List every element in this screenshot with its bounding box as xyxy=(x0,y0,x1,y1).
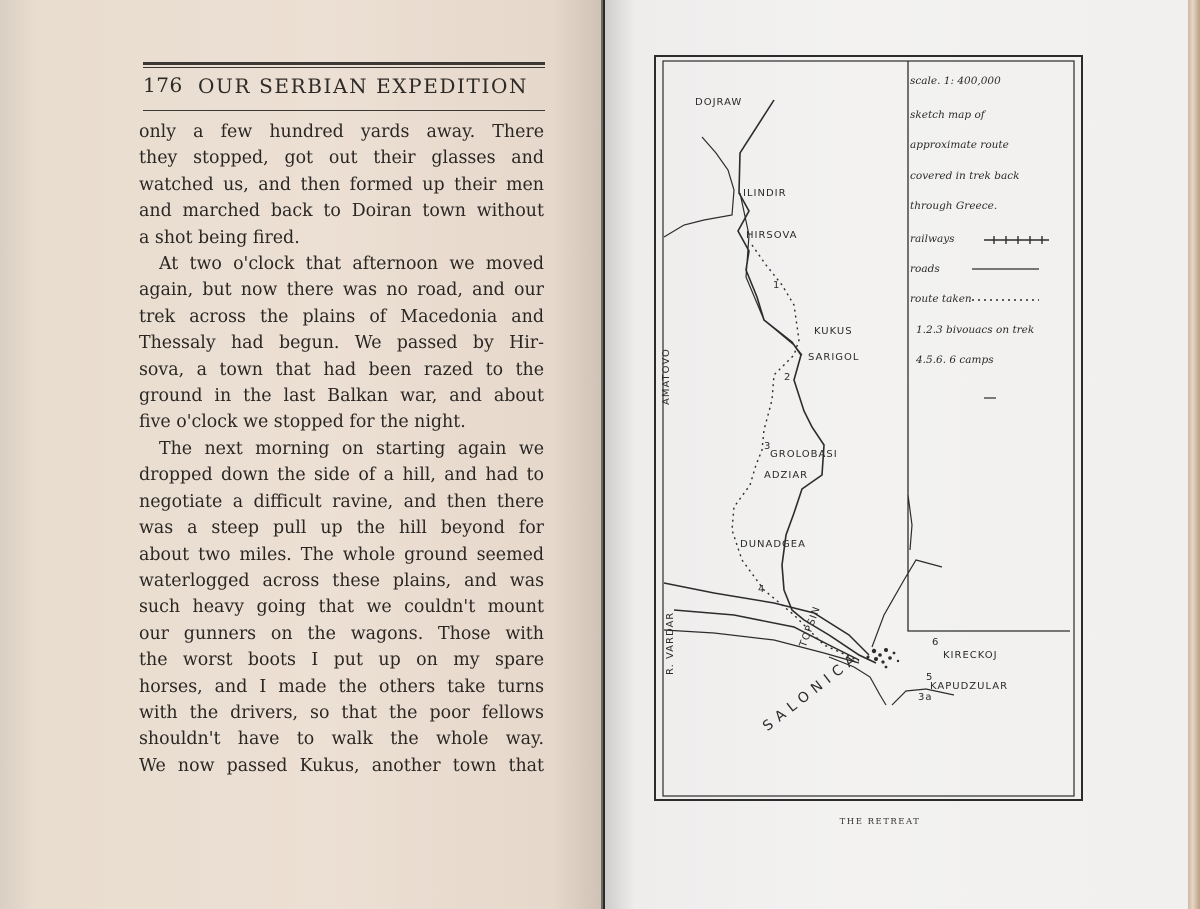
salonica-town xyxy=(867,648,900,668)
sketch-map xyxy=(654,55,1083,801)
camp-mark: 3 xyxy=(764,441,772,452)
camp-mark: 2 xyxy=(784,372,792,383)
map-label-dunadgea: DUNADGEA xyxy=(740,539,806,550)
running-head: OUR SERBIAN EXPEDITION xyxy=(198,74,529,98)
text-line: ground in the last Balkan war, and about xyxy=(139,386,544,407)
text-line: trek across the plains of Macedonia and xyxy=(139,306,544,327)
map-label-grolobasi: GROLOBASI xyxy=(770,449,838,460)
text-line: a shot being fired. xyxy=(139,227,300,248)
map-border-outer xyxy=(655,56,1082,800)
text-line: The next morning on starting again we xyxy=(159,438,544,459)
camp-mark: 4 xyxy=(758,584,766,595)
camp-mark: 6 xyxy=(932,637,940,648)
text-line: negotiate a difficult ravine, and then there xyxy=(139,491,544,512)
legend-railway-sample xyxy=(984,236,1049,244)
legend-route: route taken xyxy=(910,293,972,305)
camp-mark: 5 xyxy=(926,672,934,683)
map-label-kapudzular: KAPUDZULAR xyxy=(930,681,1009,692)
text-line: our gunners on the wagons. Those with xyxy=(139,623,544,644)
map-label-topsin: TOPSIN xyxy=(798,604,823,649)
legend-title-line: sketch map of xyxy=(910,109,985,121)
map-label-hirsova: HIRSOVA xyxy=(746,230,798,241)
map-caption: THE RETREAT xyxy=(839,817,921,827)
road-line xyxy=(872,560,942,647)
railway-line xyxy=(674,610,859,660)
text-line: again, but now there was no road, and our xyxy=(139,280,544,301)
legend-title-line: approximate route xyxy=(910,139,1009,151)
text-line: dropped down the side of a hill, and had to xyxy=(139,465,544,486)
railway-line xyxy=(738,100,876,663)
body-text xyxy=(139,119,544,779)
map-label-kireckoj: KIRECKOJ xyxy=(943,650,998,661)
camp-mark: 3a xyxy=(918,692,933,703)
text-line: five o'clock we stopped for the night. xyxy=(139,412,466,433)
text-line: waterlogged across these plains, and was xyxy=(139,570,544,591)
text-line: watched us, and then formed up their men xyxy=(139,174,544,195)
header-rule-bottom xyxy=(143,110,545,111)
text-line: horses, and I made the others take turns xyxy=(139,676,544,697)
text-line: We now passed Kukus, another town that xyxy=(139,755,544,776)
header-rule xyxy=(143,62,545,65)
paragraph xyxy=(139,251,544,436)
map-label-amatovo: AMATOVO xyxy=(661,348,672,405)
road-line xyxy=(664,137,734,237)
legend-camps: 4.5.6. 6 camps xyxy=(916,354,994,366)
page-edge xyxy=(1188,0,1200,909)
text-line: and marched back to Doiran town without xyxy=(139,201,544,222)
legend-roads: roads xyxy=(910,263,940,275)
map-label-adziar: ADZIAR xyxy=(764,470,809,481)
text-line: they stopped, got out their glasses and xyxy=(139,148,544,169)
map-label-sarigol: SARIGOL xyxy=(808,352,860,363)
legend-title-line: through Greece. xyxy=(910,200,998,212)
map-label-ilindir: ILINDIR xyxy=(743,188,787,199)
text-line: sova, a town that had been razed to the xyxy=(139,359,544,380)
text-line: such heavy going that we couldn't mount xyxy=(139,597,544,618)
legend-railways: railways xyxy=(910,233,955,245)
text-line: only a few hundred yards away. There xyxy=(139,122,544,142)
map-label-salonica: SALONICA xyxy=(760,648,864,735)
legend-bivouacs: 1.2.3 bivouacs on trek xyxy=(916,324,1035,336)
text-line: was a steep pull up the hill beyond for xyxy=(139,518,544,539)
road-line xyxy=(740,193,802,355)
page-number: 176 xyxy=(143,73,183,97)
legend-title-line: covered in trek back xyxy=(910,170,1020,182)
header-rule-thin xyxy=(143,67,545,68)
paragraph xyxy=(139,119,544,251)
text-line: about two miles. The whole ground seemed xyxy=(139,544,544,565)
camp-mark: 1 xyxy=(773,280,781,291)
map-label-kukus: KUKUS xyxy=(814,326,853,337)
text-line: At two o'clock that afternoon we moved xyxy=(159,254,544,275)
map-label-dojran: DOJRAW xyxy=(695,97,743,108)
text-line: the worst boots I put up on my spare xyxy=(139,650,544,671)
text-line: with the drivers, so that the poor fellows xyxy=(139,702,544,723)
text-line: shouldn't have to walk the whole way. xyxy=(139,729,544,750)
text-line: Thessaly had begun. We passed by Hir- xyxy=(139,333,544,354)
paragraph xyxy=(139,436,544,779)
railway-line xyxy=(664,583,869,655)
legend-scale: scale. 1: 400,000 xyxy=(910,75,1001,87)
map-label-vardar: R. VARDAR xyxy=(665,611,676,675)
